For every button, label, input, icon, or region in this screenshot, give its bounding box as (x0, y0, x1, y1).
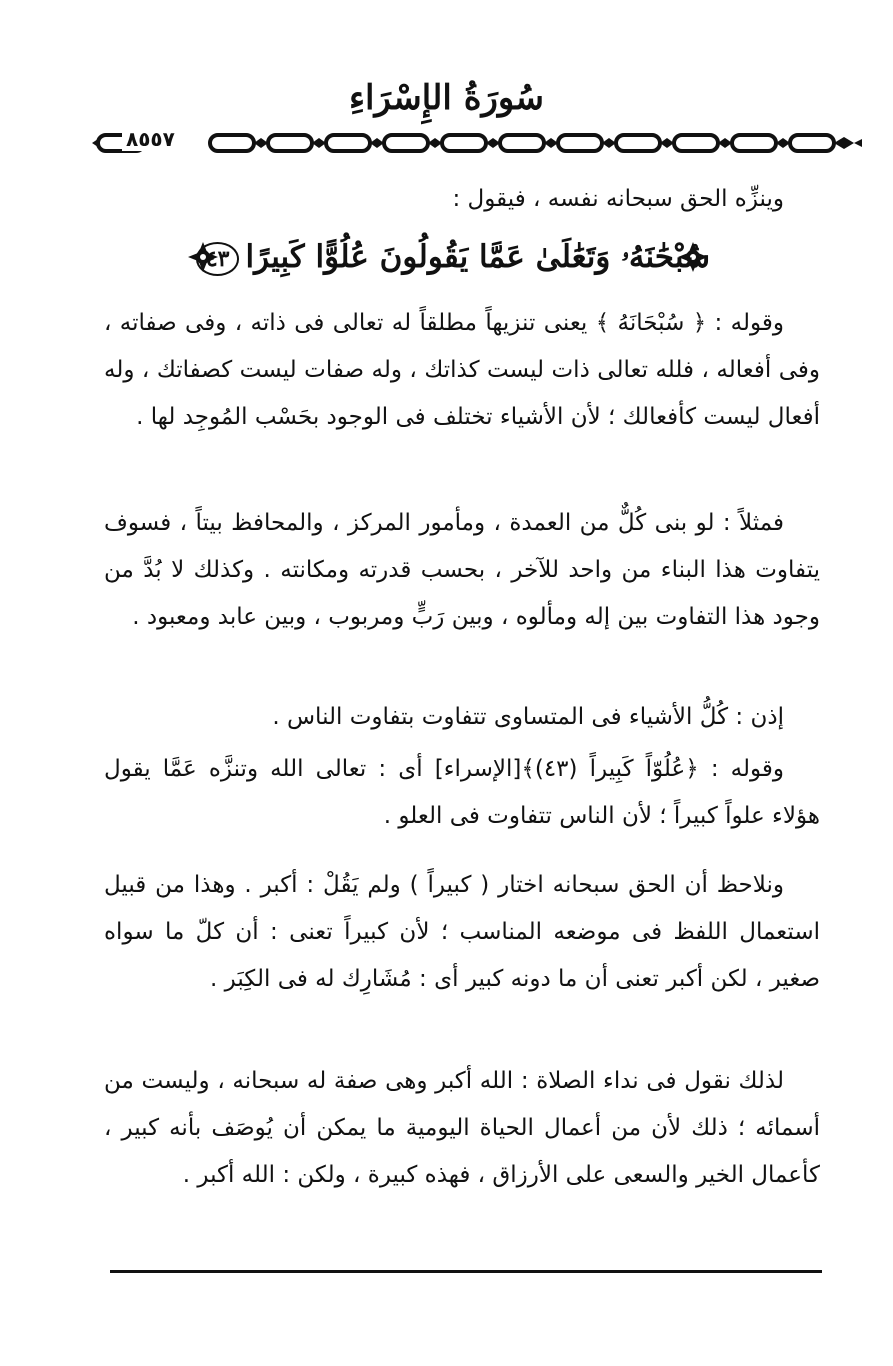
ornament-chain-border (92, 128, 862, 158)
intro-line: وينزِّه الحق سبحانه نفسه ، فيقول : (452, 186, 784, 212)
quran-verse (180, 228, 720, 286)
paragraph: ونلاحظ أن الحق سبحانه اختار ( كبيراً ) ولم يَقُلْ : أكبر . وهذا من قبيل استعمال اللفظ فى موضعه المناسب ؛ لأن كبيراً تعنى : أن كلّ ما سواه صغير ، لكن أكبر تعنى أن ما دونه كبير أى : مُشَارِك له فى الكِبَر . (104, 872, 820, 992)
paragraph: إذن : كُلُّ الأشياء فى المتساوى تتفاوت بتفاوت الناس . (272, 704, 784, 730)
paragraph: لذلك نقول فى نداء الصلاة : الله أكبر وهى صفة له سبحانه ، وليست من أسمائه ؛ ذلك لأن من أعمال الحياة اليومية ما يمكن أن يُوصَف بأنه كبير ، كأعمال الخير والسعى على الأرزاق ، فهذه كبيرة ، ولكن : الله أكبر . (104, 1068, 820, 1188)
paragraph: وقوله : ﴿ سُبْحَانَهُ ﴾ يعنى تنزيهاً مطلقاً له تعالى فى ذاته ، وفى صفاته ، وفى أفعاله ، فلله تعالى ذات ليست كذاتك ، وله صفات ليست كصفاتك ، وله أفعال ليست كأفعالك ؛ لأن الأشياء تختلف فى الوجود بحَسْب المُوجِد لها . (104, 310, 820, 430)
page-number: ٨٥٥٧ (122, 127, 179, 151)
surah-title: سُورَةُ الإِسْرَاءِ (349, 78, 544, 118)
verse-text: سُبْحَٰنَهُۥ وَتَعَٰلَىٰ عَمَّا يَقُولُونَ عُلُوًّا كَبِيرًا (245, 239, 711, 275)
paragraph: فمثلاً : لو بنى كُلٌّ من العمدة ، ومأمور المركز ، والمحافظ بيتاً ، فسوف يتفاوت هذا البناء من واحد للآخر ، بحسب قدرته ومكانته . وكذلك لا بُدَّ من وجود هذا التفاوت بين إله ومألوه ، وبين رَبٍّ ومربوب ، وبين عابد ومعبود . (104, 510, 820, 630)
verse-number: ٤٣ (196, 242, 240, 276)
paragraph: وقوله : ﴿عُلُوّاً كَبِيراً (٤٣)﴾[الإسراء] أى : تعالى الله وتنزَّه عَمَّا يقول هؤلاء علواً كبيراً ؛ لأن الناس تتفاوت فى العلو . (104, 756, 820, 829)
footer-divider (110, 1270, 822, 1273)
